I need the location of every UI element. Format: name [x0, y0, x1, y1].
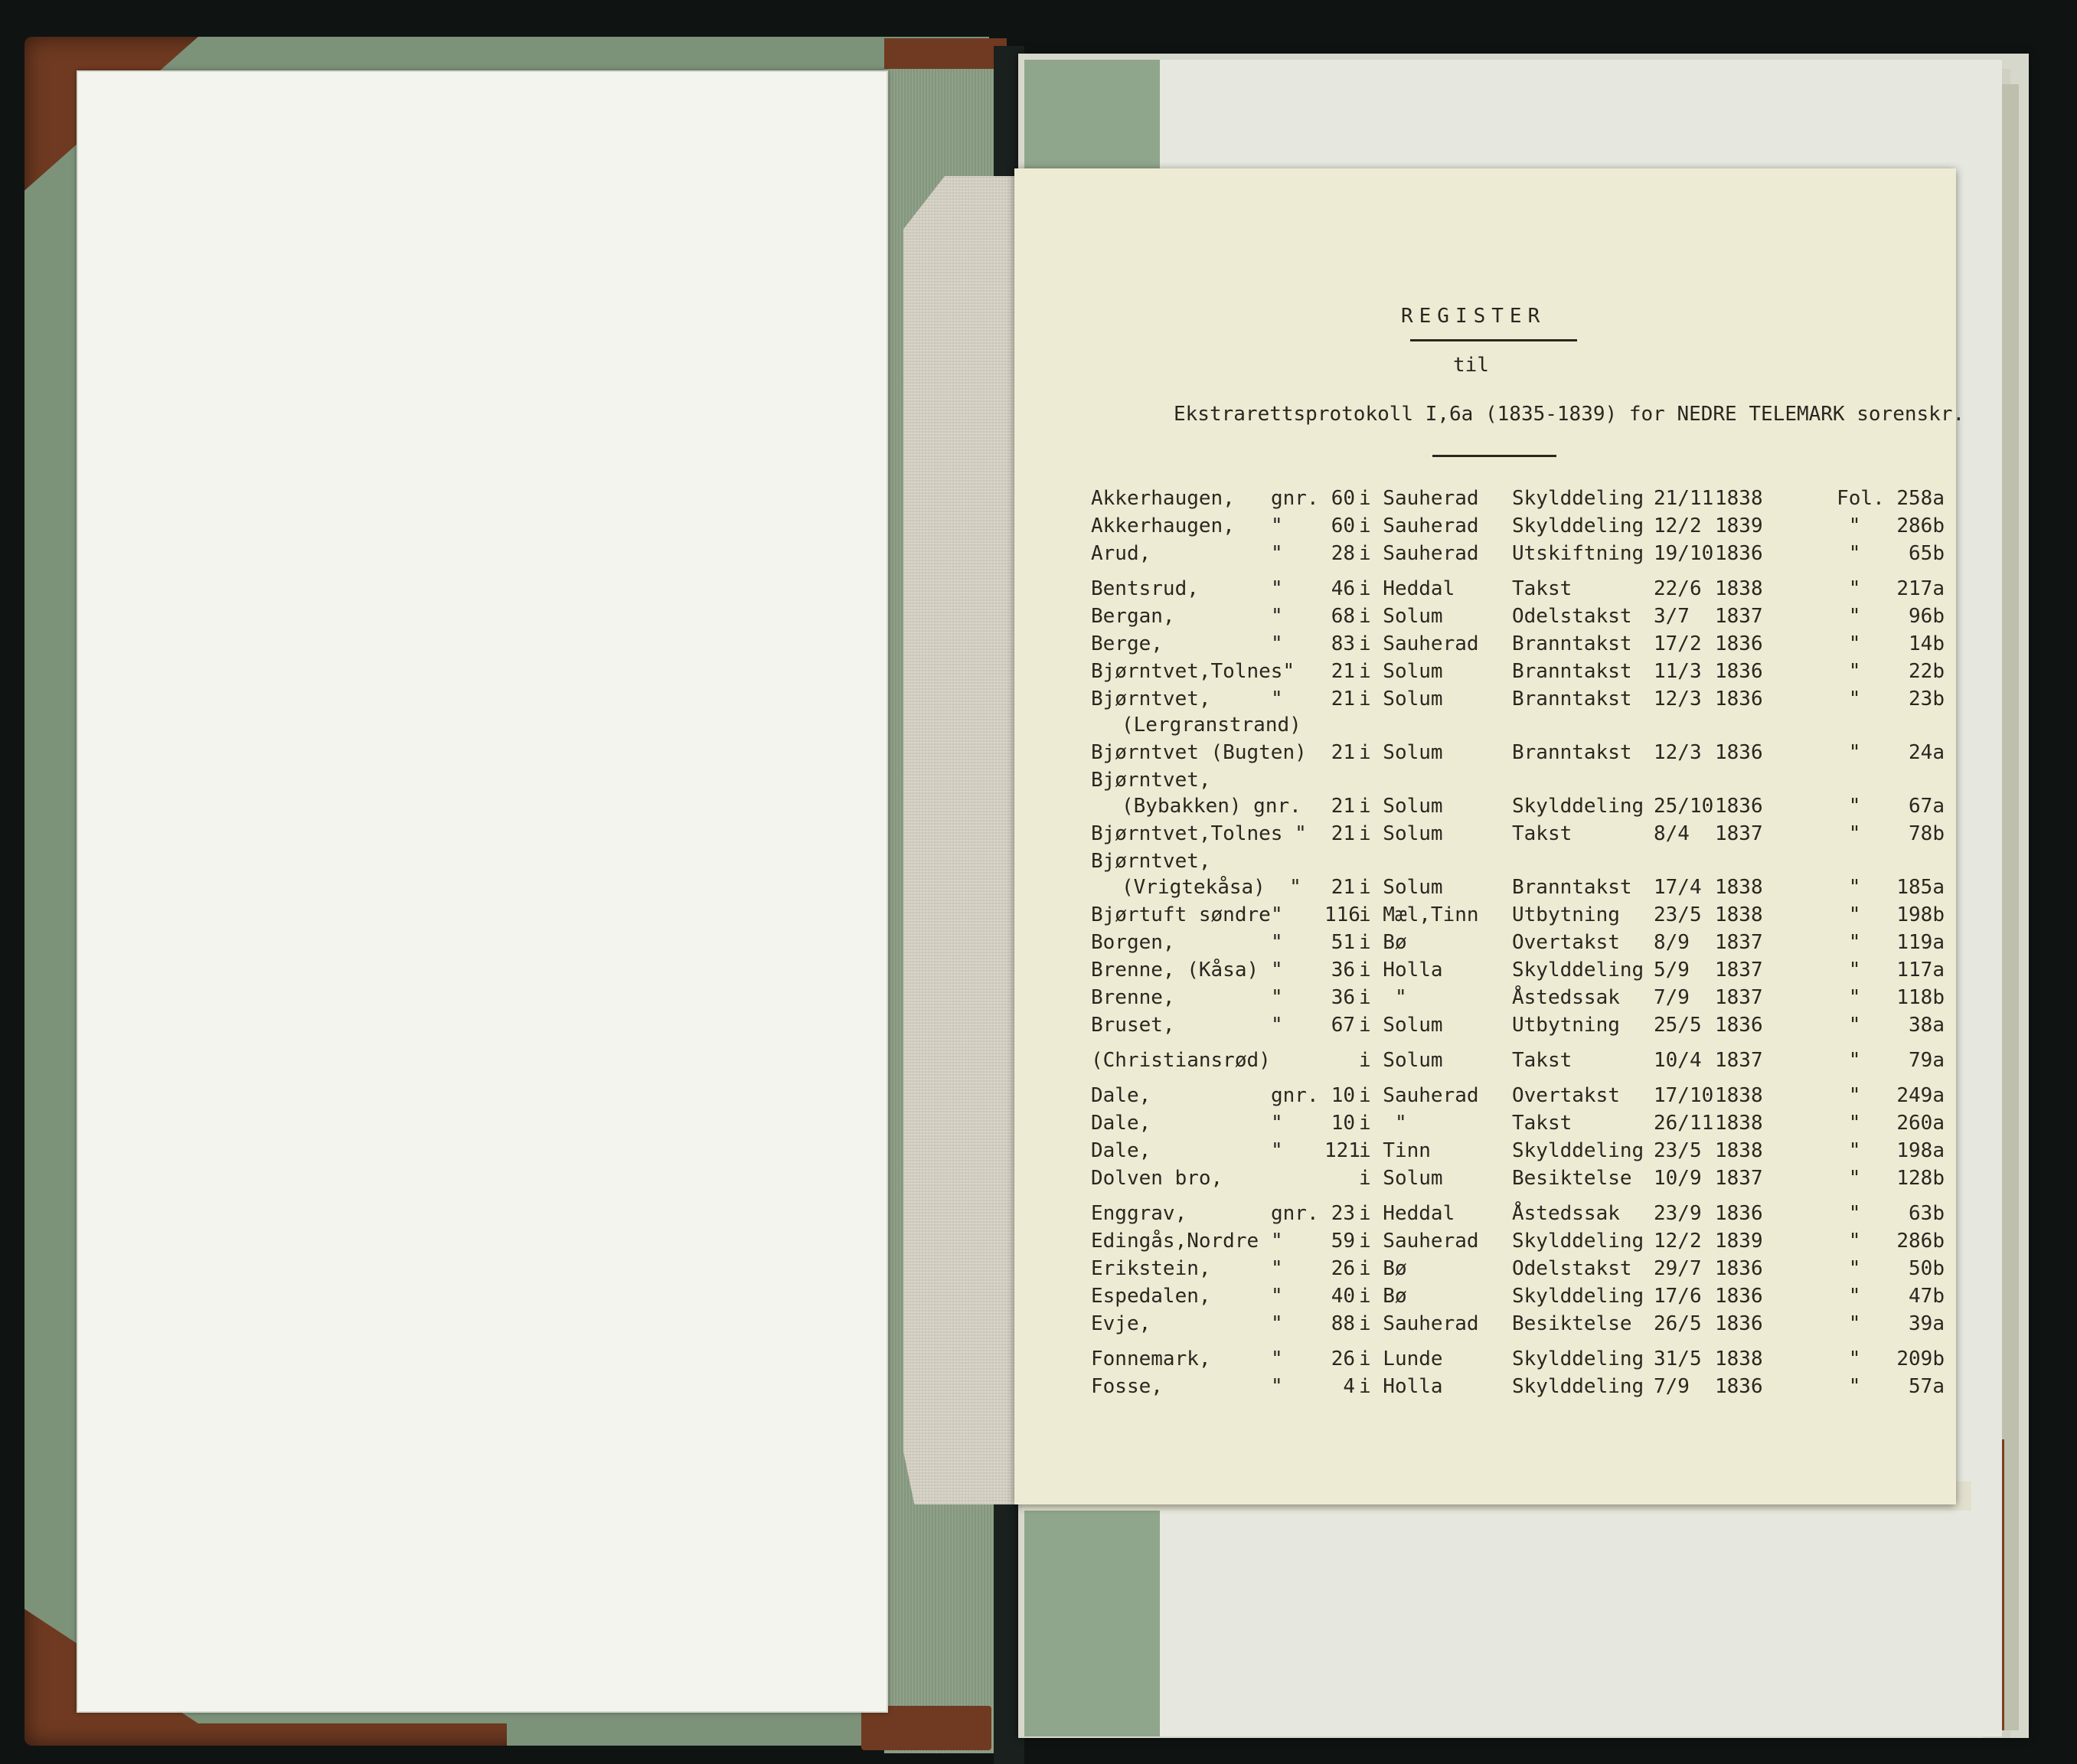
- entry-fol: " 23b: [1848, 688, 1945, 710]
- entry-year: 1836: [1715, 542, 1763, 565]
- entry-type: Skylddeling: [1512, 1139, 1644, 1162]
- entry-fol: " 67a: [1848, 795, 1945, 818]
- entry-fol: " 119a: [1848, 931, 1945, 954]
- entry-fol: " 217a: [1848, 577, 1945, 600]
- entry-no: 60: [1331, 487, 1355, 510]
- entry-gnr: ": [1271, 605, 1283, 628]
- entry-loc: i Solum: [1359, 741, 1443, 764]
- entry-place: Edingås,Nordre: [1091, 1230, 1259, 1253]
- entry-fol: " 198a: [1848, 1139, 1945, 1162]
- entry-fol: " 39a: [1848, 1312, 1945, 1335]
- register-entry: [1091, 1257, 1956, 1285]
- entry-fol: " 38a: [1848, 1014, 1945, 1037]
- entry-gnr: ": [1271, 632, 1283, 655]
- entry-loc: i Sauherad: [1359, 1084, 1479, 1107]
- entry-place-detail: (Lergranstrand): [1122, 714, 1301, 737]
- entry-date: 11/3: [1654, 660, 1702, 683]
- entry-type: Takst: [1512, 1049, 1572, 1072]
- entry-no: 26: [1331, 1348, 1355, 1370]
- register-entry: [1091, 822, 1956, 850]
- entry-no: 21: [1331, 741, 1355, 764]
- entry-place: Akkerhaugen,: [1091, 487, 1235, 510]
- entry-type: Branntakst: [1512, 741, 1632, 764]
- register-entry: [1091, 1049, 1956, 1076]
- entry-place: Dale,: [1091, 1139, 1151, 1162]
- entry-type: Overtakst: [1512, 931, 1620, 954]
- entry-year: 1838: [1715, 903, 1763, 926]
- entry-year: 1836: [1715, 688, 1763, 710]
- register-subtitle: Ekstrarettsprotokoll I,6a (1835-1839) for NEDRE TELEMARK sorenskr.: [1174, 403, 1965, 426]
- register-entry: [1091, 1167, 1956, 1194]
- entry-date: 21/11: [1654, 487, 1714, 510]
- entry-type: Branntakst: [1512, 876, 1632, 899]
- entry-year: 1836: [1715, 1257, 1763, 1280]
- entry-year: 1838: [1715, 1084, 1763, 1107]
- entry-loc: i Tinn: [1359, 1139, 1431, 1162]
- entry-place: Dale,: [1091, 1084, 1151, 1107]
- entry-loc: i Mæl,Tinn: [1359, 903, 1479, 926]
- entry-place: (Christiansrød): [1091, 1049, 1271, 1072]
- entry-year: 1838: [1715, 487, 1763, 510]
- entry-no: 121: [1324, 1139, 1360, 1162]
- entry-fol: " 260a: [1848, 1112, 1945, 1135]
- entry-year: 1836: [1715, 660, 1763, 683]
- entry-fol: " 96b: [1848, 605, 1945, 628]
- register-entry: [1091, 1139, 1956, 1167]
- entry-date: 10/9: [1654, 1167, 1702, 1190]
- entry-gnr: ": [1271, 1112, 1283, 1135]
- entry-type: Skylddeling: [1512, 795, 1644, 818]
- entry-date: 23/9: [1654, 1202, 1702, 1225]
- entry-fol: " 63b: [1848, 1202, 1945, 1225]
- entry-gnr: ": [1271, 577, 1283, 600]
- entry-place: Arud,: [1091, 542, 1151, 565]
- entry-year: 1837: [1715, 1167, 1763, 1190]
- entry-place: Brenne,: [1091, 986, 1175, 1009]
- entry-type: Odelstakst: [1512, 605, 1632, 628]
- entry-type: Skylddeling: [1512, 1285, 1644, 1308]
- entry-type: Besiktelse: [1512, 1167, 1632, 1190]
- register-entry: [1091, 514, 1956, 542]
- entry-fol: Fol. 258a: [1837, 487, 1945, 510]
- entry-loc: i Heddal: [1359, 1202, 1455, 1225]
- register-entry: [1091, 542, 1956, 570]
- title-underline: [1410, 339, 1577, 341]
- entry-place: Dolven bro,: [1091, 1167, 1223, 1190]
- entry-type: Utbytning: [1512, 1014, 1620, 1037]
- page-edge: [2002, 84, 2019, 1730]
- entry-fol: " 128b: [1848, 1167, 1945, 1190]
- entry-no: 60: [1331, 514, 1355, 537]
- entry-gnr: ": [1271, 1375, 1283, 1398]
- entry-no: 68: [1331, 605, 1355, 628]
- entry-loc: i Solum: [1359, 1014, 1443, 1037]
- entry-date: 17/6: [1654, 1285, 1702, 1308]
- entry-loc: i Bø: [1359, 1257, 1407, 1280]
- entry-place: Enggrav,: [1091, 1202, 1187, 1225]
- entry-type: Takst: [1512, 1112, 1572, 1135]
- entry-no: 51: [1331, 931, 1355, 954]
- header-divider: [1432, 455, 1556, 457]
- entry-place: Bjørntvet (Bugten): [1091, 741, 1307, 764]
- entry-place: Bruset,: [1091, 1014, 1175, 1037]
- entry-date: 8/9: [1654, 931, 1690, 954]
- entry-year: 1838: [1715, 1112, 1763, 1135]
- register-entries: [1091, 487, 1956, 1403]
- entry-year: 1836: [1715, 1202, 1763, 1225]
- entry-year: 1837: [1715, 822, 1763, 845]
- entry-type: Besiktelse: [1512, 1312, 1632, 1335]
- entry-fol: " 22b: [1848, 660, 1945, 683]
- entry-loc: i Bø: [1359, 1285, 1407, 1308]
- register-entry: [1091, 1084, 1956, 1112]
- entry-date: 22/6: [1654, 577, 1702, 600]
- entry-date: 12/3: [1654, 688, 1702, 710]
- entry-date: 7/9: [1654, 1375, 1690, 1398]
- entry-gnr: ": [1271, 959, 1283, 982]
- entry-fol: " 209b: [1848, 1348, 1945, 1370]
- entry-date: 19/10: [1654, 542, 1714, 565]
- entry-year: 1837: [1715, 959, 1763, 982]
- entry-type: Branntakst: [1512, 688, 1632, 710]
- entry-gnr: gnr.: [1271, 487, 1319, 510]
- entry-type: Takst: [1512, 822, 1572, 845]
- entry-place: Fonnemark,: [1091, 1348, 1211, 1370]
- entry-place: Berge,: [1091, 632, 1163, 655]
- register-entry: [1091, 903, 1956, 931]
- entry-type: Åstedssak: [1512, 1202, 1620, 1225]
- entry-date: 3/7: [1654, 605, 1690, 628]
- entry-date: 17/10: [1654, 1084, 1714, 1107]
- entry-no: 21: [1331, 822, 1355, 845]
- entry-type: Overtakst: [1512, 1084, 1620, 1107]
- register-entry: [1091, 1312, 1956, 1340]
- entry-gnr: ": [1271, 1348, 1283, 1370]
- entry-type: Branntakst: [1512, 660, 1632, 683]
- entry-fol: " 57a: [1848, 1375, 1945, 1398]
- entry-year: 1837: [1715, 1049, 1763, 1072]
- entry-type: Branntakst: [1512, 632, 1632, 655]
- entry-date: 7/9: [1654, 986, 1690, 1009]
- register-entry: [1091, 1202, 1956, 1230]
- entry-fol: " 78b: [1848, 822, 1945, 845]
- entry-no: 21: [1331, 795, 1355, 818]
- entry-no: 36: [1331, 986, 1355, 1009]
- entry-place-detail: (Bybakken) gnr.: [1122, 795, 1301, 818]
- entry-year: 1837: [1715, 605, 1763, 628]
- register-entry: [1091, 1230, 1956, 1257]
- entry-place: Bentsrud,: [1091, 577, 1199, 600]
- entry-type: Skylddeling: [1512, 514, 1644, 537]
- entry-loc: i Lunde: [1359, 1348, 1443, 1370]
- entry-place: Bjørntvet,Tolnes": [1091, 660, 1295, 683]
- entry-gnr: ": [1271, 688, 1283, 710]
- entry-fol: " 24a: [1848, 741, 1945, 764]
- entry-place: Akkerhaugen,: [1091, 514, 1235, 537]
- entry-date: 12/2: [1654, 514, 1702, 537]
- entry-year: 1838: [1715, 1139, 1763, 1162]
- entry-fol: " 118b: [1848, 986, 1945, 1009]
- entry-date: 29/7: [1654, 1257, 1702, 1280]
- entry-loc: i Solum: [1359, 660, 1443, 683]
- entry-gnr: ": [1271, 1257, 1283, 1280]
- left-endpaper-blank: [77, 70, 888, 1713]
- entry-fol: " 198b: [1848, 903, 1945, 926]
- entry-year: 1839: [1715, 1230, 1763, 1253]
- register-title: REGISTER: [1401, 305, 1546, 328]
- entry-no: 21: [1331, 876, 1355, 899]
- entry-loc: i Solum: [1359, 876, 1443, 899]
- entry-date: 26/11: [1654, 1112, 1714, 1135]
- entry-loc: i Sauherad: [1359, 632, 1479, 655]
- entry-type: Skylddeling: [1512, 1348, 1644, 1370]
- entry-year: 1839: [1715, 514, 1763, 537]
- entry-date: 26/5: [1654, 1312, 1702, 1335]
- entry-type: Utbytning: [1512, 903, 1620, 926]
- entry-year: 1836: [1715, 1312, 1763, 1335]
- entry-year: 1836: [1715, 1285, 1763, 1308]
- entry-place: Brenne, (Kåsa): [1091, 959, 1259, 982]
- entry-date: 10/4: [1654, 1049, 1702, 1072]
- register-entry: [1091, 741, 1956, 769]
- entry-loc: i Sauherad: [1359, 487, 1479, 510]
- entry-gnr: ": [1271, 1139, 1283, 1162]
- entry-no: 59: [1331, 1230, 1355, 1253]
- entry-loc: i Solum: [1359, 795, 1443, 818]
- entry-loc: i Solum: [1359, 688, 1443, 710]
- entry-loc: i Sauherad: [1359, 542, 1479, 565]
- entry-year: 1836: [1715, 632, 1763, 655]
- entry-place: Bjørntvet,Tolnes ": [1091, 822, 1307, 845]
- entry-gnr: gnr.: [1271, 1084, 1319, 1107]
- entry-gnr: ": [1271, 1285, 1283, 1308]
- entry-date: 23/5: [1654, 903, 1702, 926]
- entry-type: Skylddeling: [1512, 487, 1644, 510]
- entry-year: 1837: [1715, 986, 1763, 1009]
- entry-no: 28: [1331, 542, 1355, 565]
- register-entry: [1091, 487, 1956, 514]
- entry-date: 25/10: [1654, 795, 1714, 818]
- entry-loc: i Sauherad: [1359, 514, 1479, 537]
- register-entry: [1091, 769, 1956, 822]
- entry-no: 10: [1331, 1112, 1355, 1135]
- entry-fol: " 249a: [1848, 1084, 1945, 1107]
- entry-place: Dale,: [1091, 1112, 1151, 1135]
- entry-date: 8/4: [1654, 822, 1690, 845]
- entry-no: 26: [1331, 1257, 1355, 1280]
- entry-year: 1836: [1715, 741, 1763, 764]
- entry-fol: " 79a: [1848, 1049, 1945, 1072]
- register-entry: [1091, 959, 1956, 986]
- entry-loc: i Sauherad: [1359, 1230, 1479, 1253]
- register-entry: [1091, 1375, 1956, 1403]
- entry-loc: i Sauherad: [1359, 1312, 1479, 1335]
- entry-type: Skylddeling: [1512, 1375, 1644, 1398]
- entry-place: Borgen,: [1091, 931, 1175, 954]
- entry-loc: i Bø: [1359, 931, 1407, 954]
- register-entry: [1091, 931, 1956, 959]
- entry-fol: " 185a: [1848, 876, 1945, 899]
- entry-year: 1836: [1715, 795, 1763, 818]
- entry-no: 46: [1331, 577, 1355, 600]
- entry-place: Bergan,: [1091, 605, 1175, 628]
- entry-date: 17/4: [1654, 876, 1702, 899]
- entry-date: 12/3: [1654, 741, 1702, 764]
- register-entry: [1091, 605, 1956, 632]
- entry-gnr: ": [1271, 514, 1283, 537]
- entry-no: 36: [1331, 959, 1355, 982]
- entry-type: Takst: [1512, 577, 1572, 600]
- entry-place: Bjørntvet,: [1091, 688, 1211, 710]
- entry-loc: i ": [1359, 1112, 1407, 1135]
- entry-fol: " 286b: [1848, 514, 1945, 537]
- register-entry: [1091, 986, 1956, 1014]
- entry-gnr: ": [1271, 986, 1283, 1009]
- entry-year: 1838: [1715, 577, 1763, 600]
- entry-loc: i Solum: [1359, 1167, 1443, 1190]
- register-entry: [1091, 688, 1956, 741]
- entry-no: 4: [1343, 1375, 1355, 1398]
- entry-type: Åstedssak: [1512, 986, 1620, 1009]
- entry-gnr: ": [1271, 542, 1283, 565]
- entry-fol: " 117a: [1848, 959, 1945, 982]
- entry-loc: i Solum: [1359, 1049, 1443, 1072]
- entry-year: 1836: [1715, 1375, 1763, 1398]
- entry-year: 1838: [1715, 1348, 1763, 1370]
- entry-fol: " 286b: [1848, 1230, 1945, 1253]
- register-entry: [1091, 577, 1956, 605]
- entry-date: 25/5: [1654, 1014, 1702, 1037]
- entry-date: 17/2: [1654, 632, 1702, 655]
- entry-loc: i Holla: [1359, 959, 1443, 982]
- entry-no: 116: [1324, 903, 1360, 926]
- entry-gnr: ": [1271, 931, 1283, 954]
- entry-type: Skylddeling: [1512, 959, 1644, 982]
- entry-year: 1836: [1715, 1014, 1763, 1037]
- register-entry: [1091, 1285, 1956, 1312]
- entry-no: 21: [1331, 660, 1355, 683]
- entry-gnr: gnr.: [1271, 1202, 1319, 1225]
- register-entry: [1091, 632, 1956, 660]
- entry-place: Bjørntvet,: [1091, 769, 1211, 792]
- entry-fol: " 14b: [1848, 632, 1945, 655]
- entry-loc: i Heddal: [1359, 577, 1455, 600]
- entry-no: 40: [1331, 1285, 1355, 1308]
- entry-place: Espedalen,: [1091, 1285, 1211, 1308]
- entry-fol: " 47b: [1848, 1285, 1945, 1308]
- entry-no: 10: [1331, 1084, 1355, 1107]
- entry-type: Skylddeling: [1512, 1230, 1644, 1253]
- entry-loc: i Holla: [1359, 1375, 1443, 1398]
- register-entry: [1091, 1348, 1956, 1375]
- left-top-leather-corner: [884, 38, 1007, 69]
- register-entry: [1091, 850, 1956, 903]
- entry-fol: " 50b: [1848, 1257, 1945, 1280]
- entry-place-detail: (Vrigtekåsa) ": [1122, 876, 1301, 899]
- entry-loc: i Solum: [1359, 605, 1443, 628]
- entry-place: Evje,: [1091, 1312, 1151, 1335]
- entry-type: Utskiftning: [1512, 542, 1644, 565]
- entry-no: 83: [1331, 632, 1355, 655]
- register-entry: [1091, 660, 1956, 688]
- register-entry: [1091, 1014, 1956, 1041]
- entry-no: 23: [1331, 1202, 1355, 1225]
- entry-no: 88: [1331, 1312, 1355, 1335]
- entry-year: 1838: [1715, 876, 1763, 899]
- entry-loc: i ": [1359, 986, 1407, 1009]
- entry-gnr: ": [1271, 903, 1283, 926]
- entry-type: Odelstakst: [1512, 1257, 1632, 1280]
- entry-date: 12/2: [1654, 1230, 1702, 1253]
- entry-date: 5/9: [1654, 959, 1690, 982]
- entry-place: Erikstein,: [1091, 1257, 1211, 1280]
- entry-date: 23/5: [1654, 1139, 1702, 1162]
- entry-loc: i Solum: [1359, 822, 1443, 845]
- entry-fol: " 65b: [1848, 542, 1945, 565]
- entry-gnr: ": [1271, 1312, 1283, 1335]
- entry-gnr: ": [1271, 1230, 1283, 1253]
- entry-date: 31/5: [1654, 1348, 1702, 1370]
- entry-no: 21: [1331, 688, 1355, 710]
- entry-place: Bjørntvet,: [1091, 850, 1211, 873]
- entry-gnr: ": [1271, 1014, 1283, 1037]
- entry-place: Fosse,: [1091, 1375, 1163, 1398]
- register-entry: [1091, 1112, 1956, 1139]
- entry-no: 67: [1331, 1014, 1355, 1037]
- entry-place: Bjørtuft søndre: [1091, 903, 1271, 926]
- register-til: til: [1453, 354, 1489, 377]
- entry-year: 1837: [1715, 931, 1763, 954]
